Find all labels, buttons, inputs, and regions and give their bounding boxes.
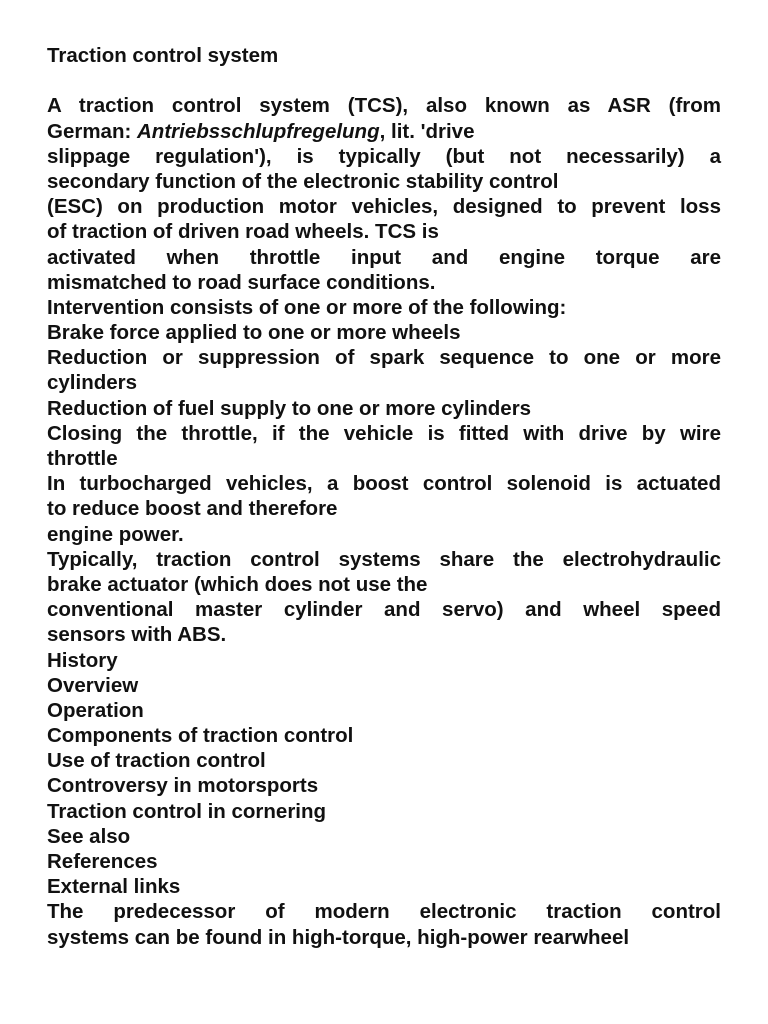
- list-item: Closing the throttle, if the vehicle is fitted with drive by wire: [47, 421, 721, 445]
- toc-item: Components of traction control: [47, 724, 354, 748]
- blank-line: [47, 68, 721, 93]
- list-item: In turbocharged vehicles, a boost control solenoid is actuated: [47, 472, 721, 496]
- list-item: Reduction of fuel supply to one or more cylinders: [47, 396, 532, 420]
- text-fragment: , lit. 'drive: [379, 119, 475, 143]
- intervention-list: [47, 295, 721, 547]
- text-line: conventional master cylinder and servo) and wheel speed: [47, 598, 721, 622]
- intro-paragraph: [47, 93, 721, 295]
- toc-item: Traction control in cornering: [47, 799, 327, 823]
- list-item: Brake force applied to one or more wheels: [47, 321, 461, 345]
- text-line: slippage regulation'), is typically (but not necessarily) a: [47, 144, 721, 168]
- text-line: of traction of driven road wheels. TCS is: [47, 220, 439, 244]
- toc-item: References: [47, 850, 158, 873]
- toc-item: External links: [47, 875, 181, 899]
- text-line: brake actuator (which does not use the: [47, 572, 428, 596]
- text-line: sensors with ABS.: [47, 623, 227, 647]
- text-line: The predecessor of modern electronic traction control: [47, 900, 721, 924]
- text-line: [47, 119, 721, 144]
- toc-item: See also: [47, 824, 131, 848]
- text-line: activated when throttle input and engine torque are: [47, 245, 721, 269]
- history-paragraph: [47, 899, 721, 949]
- list-item-continuation: cylinders: [47, 371, 138, 395]
- text-line: Typically, traction control systems share the electrohydraulic: [47, 547, 721, 571]
- toc-item: History: [47, 648, 118, 672]
- text-line: secondary function of the electronic stability control: [47, 169, 559, 193]
- italic-term: Antriebsschlupfregelung: [137, 119, 380, 143]
- toc-item: Use of traction control: [47, 749, 266, 773]
- document-title: Traction control system: [47, 44, 279, 67]
- toc-item: Overview: [47, 673, 139, 697]
- text-fragment: German:: [47, 119, 137, 143]
- list-item: Reduction or suppression of spark sequence to one or more: [47, 346, 721, 370]
- text-line: A traction control system (TCS), also known as ASR (from: [47, 94, 721, 118]
- document-page: [47, 43, 721, 950]
- text-line: mismatched to road surface conditions.: [47, 270, 436, 294]
- table-of-contents: [47, 648, 721, 900]
- toc-item: Controversy in motorsports: [47, 774, 319, 798]
- text-line: systems can be found in high-torque, high-power rearwheel: [47, 925, 630, 949]
- list-item-continuation: engine power.: [47, 522, 184, 546]
- list-item-continuation: to reduce boost and therefore: [47, 497, 338, 521]
- actuator-paragraph: [47, 547, 721, 648]
- text-line: (ESC) on production motor vehicles, designed to prevent loss: [47, 195, 721, 219]
- text-line: Intervention consists of one or more of the following:: [47, 295, 567, 319]
- list-item-continuation: throttle: [47, 447, 118, 470]
- toc-item: Operation: [47, 698, 144, 722]
